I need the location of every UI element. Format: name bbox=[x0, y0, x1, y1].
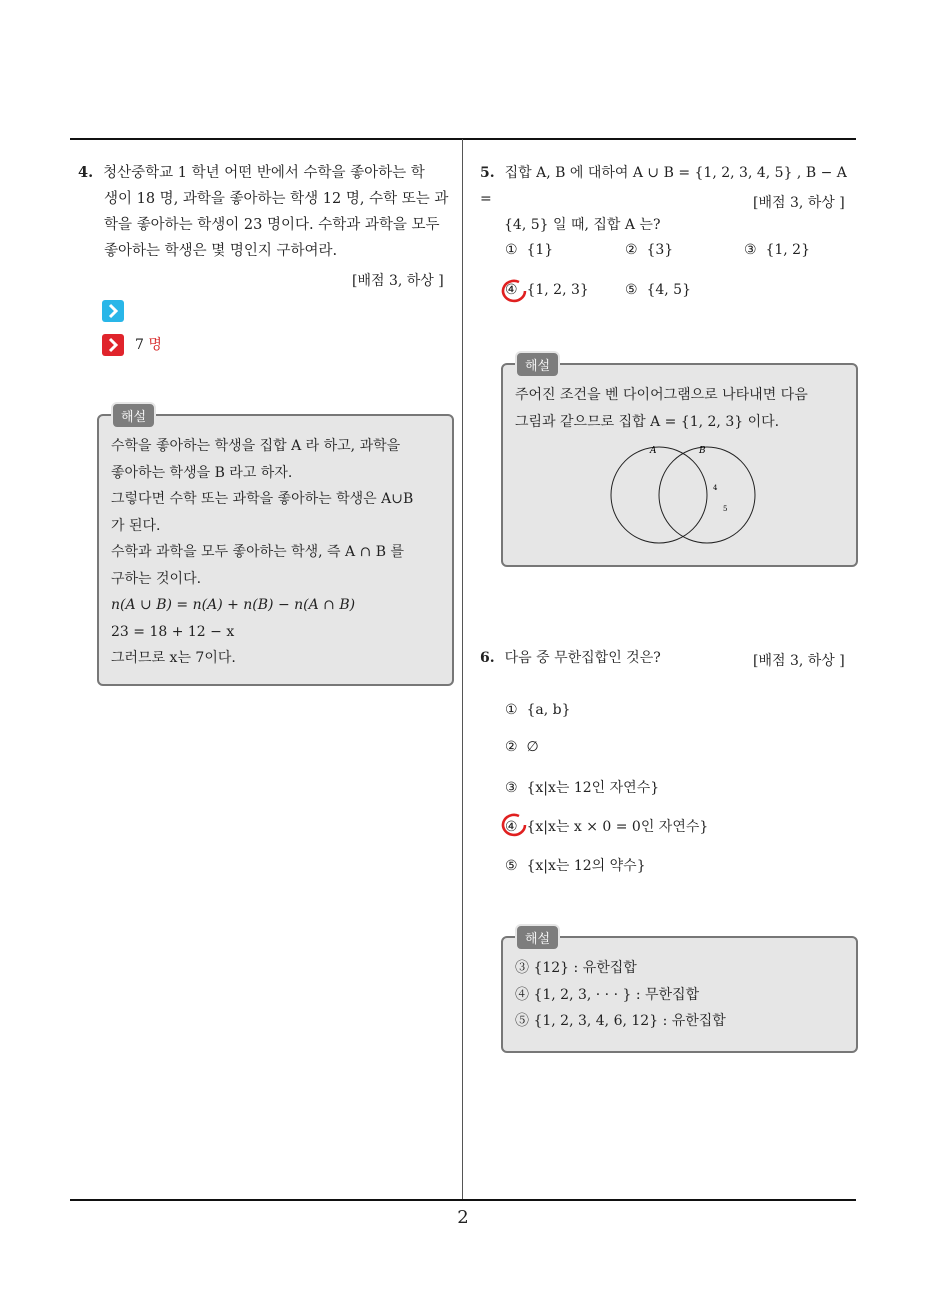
venn-diagram bbox=[603, 443, 763, 545]
answer-circle-mark-icon bbox=[499, 277, 529, 305]
answer-button[interactable] bbox=[102, 334, 124, 356]
q6-choice-2[interactable]: ② ∅ bbox=[505, 739, 539, 755]
chevron-right-icon bbox=[102, 334, 124, 356]
q5-exp-line: 그림과 같으므로 집합 A = {1, 2, 3} 이다. bbox=[515, 413, 780, 430]
page-number: 2 bbox=[457, 1207, 469, 1228]
q4-exp-line: 그러므로 x는 7이다. bbox=[111, 650, 236, 666]
q6-explanation-box bbox=[501, 932, 858, 1053]
venn-element: 4 bbox=[713, 484, 718, 492]
q6-exp-line: ⑤ {1, 2, 3, 4, 6, 12} : 유한집합 bbox=[515, 1013, 726, 1029]
q4-number: 4. bbox=[78, 164, 94, 181]
q4-line-1: 4. 청산중학교 1 학년 어떤 반에서 수학을 좋아하는 학 bbox=[78, 164, 425, 181]
venn-label-b: B bbox=[699, 446, 706, 456]
q6-meta: [배점 3, 하상 ] bbox=[753, 653, 845, 669]
q5-choice-5[interactable]: ⑤ {4, 5} bbox=[625, 282, 691, 298]
q6-question: 다음 중 무한집합인 것은? bbox=[504, 650, 661, 666]
show-answer-button[interactable] bbox=[102, 300, 124, 322]
q6-choice-3[interactable]: ③ {x|x는 12인 자연수} bbox=[505, 780, 660, 796]
q4-line-3: 학을 좋아하는 학생이 23 명이다. 수학과 과학을 모두 bbox=[104, 217, 440, 233]
q5-line-2: {4, 5} 일 때, 집합 A 는? bbox=[504, 217, 661, 233]
q5-choice-4[interactable]: ④ {1, 2, 3} bbox=[505, 282, 589, 298]
q4-exp-line: n(A ∪ B) = n(A) + n(B) − n(A ∩ B) bbox=[111, 597, 356, 613]
q4-exp-line: 좋아하는 학생을 B 라고 하자. bbox=[111, 464, 293, 481]
q4-exp-line: 수학을 좋아하는 학생을 집합 A 라 하고, 과학을 bbox=[111, 438, 401, 454]
answer-circle-mark-icon bbox=[499, 811, 529, 839]
q5-exp-line: 주어진 조건을 벤 다이어그램으로 나타내면 다음 bbox=[515, 387, 808, 403]
q5-explanation-tab: 해설 bbox=[515, 351, 560, 378]
q6-choice-1[interactable]: ① {a, b} bbox=[505, 702, 571, 718]
venn-element: 5 bbox=[723, 505, 728, 513]
q4-exp-line: 23 = 18 + 12 − x bbox=[111, 623, 235, 640]
q4-exp-line: 그렇다면 수학 또는 과학을 좋아하는 학생은 A∪B bbox=[111, 491, 414, 507]
top-rule bbox=[70, 138, 856, 140]
q5-choice-2[interactable]: ② {3} bbox=[625, 242, 674, 258]
q4-explanation-text bbox=[111, 433, 446, 672]
q6-number: 6. bbox=[480, 650, 495, 666]
bottom-rule bbox=[70, 1199, 856, 1201]
chevron-right-icon bbox=[102, 300, 124, 322]
q6-exp-line: ④ {1, 2, 3, · · · } : 무한집합 bbox=[515, 986, 700, 1003]
q6-explanation-tab: 해설 bbox=[515, 924, 560, 951]
q4-explanation-box bbox=[97, 410, 454, 686]
q5-number: 5. bbox=[480, 165, 495, 181]
q4-exp-line: 구하는 것이다. bbox=[111, 570, 202, 587]
venn-label-a: A bbox=[650, 446, 657, 456]
q5-meta: [배점 3, 하상 ] bbox=[753, 195, 845, 211]
q4-explanation-tab: 해설 bbox=[111, 402, 156, 429]
q5-line-1: 5. 집합 A, B 에 대하여 A ∪ B = {1, 2, 3, 4, 5} , B − A = bbox=[480, 165, 847, 207]
q4-line-4: 좋아하는 학생은 몇 명인지 구하여라. bbox=[104, 243, 338, 259]
q6-choice-5[interactable]: ⑤ {x|x는 12의 약수} bbox=[505, 858, 646, 874]
q4-answer-value: 7 bbox=[135, 337, 144, 353]
q5-explanation-box bbox=[501, 359, 858, 567]
q6-explanation-text bbox=[515, 955, 850, 1035]
q4-exp-line: 가 된다. bbox=[111, 517, 161, 534]
q6-exp-line: ③ {12} : 유한집합 bbox=[515, 960, 637, 976]
q5-choice-1[interactable]: ① {1} bbox=[505, 242, 554, 258]
q4-meta: [배점 3, 하상 ] bbox=[352, 273, 444, 289]
q4-line-2: 생이 18 명, 과학을 좋아하는 학생 12 명, 수학 또는 과 bbox=[104, 191, 449, 207]
q6-choice-4[interactable]: ④ {x|x는 x × 0 = 0인 자연수} bbox=[505, 819, 709, 835]
q4-answer bbox=[135, 334, 162, 354]
question-4 bbox=[78, 160, 458, 264]
q5-explanation-text bbox=[515, 382, 850, 435]
q5-choice-3[interactable]: ③ {1, 2} bbox=[744, 242, 810, 258]
q4-answer-unit: 명 bbox=[148, 337, 162, 353]
column-divider bbox=[462, 139, 463, 1200]
q4-exp-line: 수학과 과학을 모두 좋아하는 학생, 즉 A ∩ B 를 bbox=[111, 544, 405, 560]
